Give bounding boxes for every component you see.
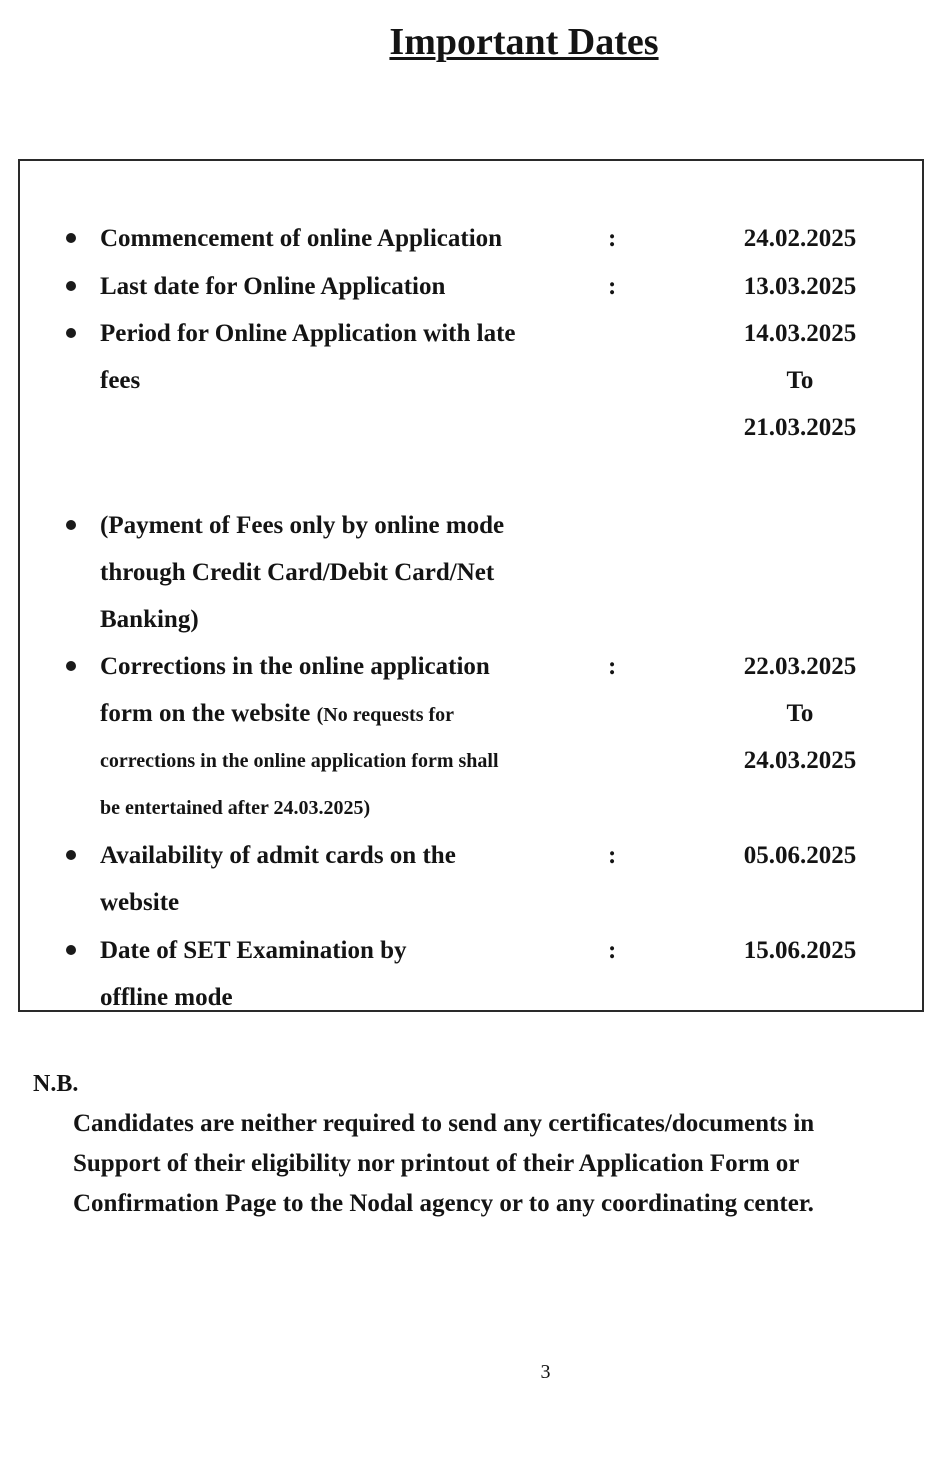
bullet-icon (66, 520, 76, 530)
bullet-icon (66, 661, 76, 671)
row-label: Commencement of online Application (100, 225, 503, 252)
bullet-icon (66, 945, 76, 955)
row-colon: : (608, 225, 617, 252)
page-title-text: Important Dates (389, 21, 659, 63)
row-date-until: 21.03.2025 (743, 414, 857, 441)
row-date-to-word: To (786, 700, 814, 727)
row-colon: : (608, 937, 617, 964)
important-dates-box (18, 159, 924, 1012)
row-date-from: 22.03.2025 (743, 653, 857, 680)
row-date: 24.02.2025 (743, 225, 857, 252)
row-label-cont: website (100, 889, 180, 916)
row-label-cont: fees (100, 367, 141, 394)
row-label: Corrections in the online application (100, 653, 490, 680)
row-label-small-note: (No requests for (316, 704, 455, 726)
nb-text-line: Confirmation Page to the Nodal agency or to any coordinating center. (73, 1190, 814, 1217)
row-colon: : (608, 273, 617, 300)
row-label-cont: Banking) (100, 606, 199, 633)
bullet-icon (66, 233, 76, 243)
row-label-small: corrections in the online application form shall (100, 750, 499, 772)
row-label: Date of SET Examination by (100, 937, 407, 964)
row-date-from: 14.03.2025 (743, 320, 857, 347)
row-date-until: 24.03.2025 (743, 747, 857, 774)
row-date: 13.03.2025 (743, 273, 857, 300)
page-title (0, 18, 945, 66)
row-label-cont: offline mode (100, 984, 233, 1011)
row-date-to-word: To (786, 367, 814, 394)
nb-text-line: Candidates are neither required to send any certificates/documents in (73, 1110, 815, 1137)
row-colon: : (608, 842, 617, 869)
row-label-cont: through Credit Card/Debit Card/Net (100, 559, 495, 586)
row-label: Last date for Online Application (100, 273, 446, 300)
page-number: 3 (540, 1361, 551, 1383)
row-label: Period for Online Application with late (100, 320, 516, 347)
row-label-small: be entertained after 24.03.2025) (100, 797, 371, 819)
bullet-icon (66, 281, 76, 291)
row-date: 15.06.2025 (743, 937, 857, 964)
nb-text-line: Support of their eligibility nor printout of their Application Form or (73, 1150, 800, 1177)
row-label-text: form on the website (100, 700, 311, 727)
row-colon: : (608, 653, 617, 680)
row-label-cont (100, 698, 580, 731)
row-date: 05.06.2025 (743, 842, 857, 869)
row-label: (Payment of Fees only by online mode (100, 512, 505, 539)
row-label: Availability of admit cards on the (100, 842, 456, 869)
bullet-icon (66, 850, 76, 860)
nb-heading: N.B. (33, 1071, 79, 1097)
bullet-icon (66, 328, 76, 338)
